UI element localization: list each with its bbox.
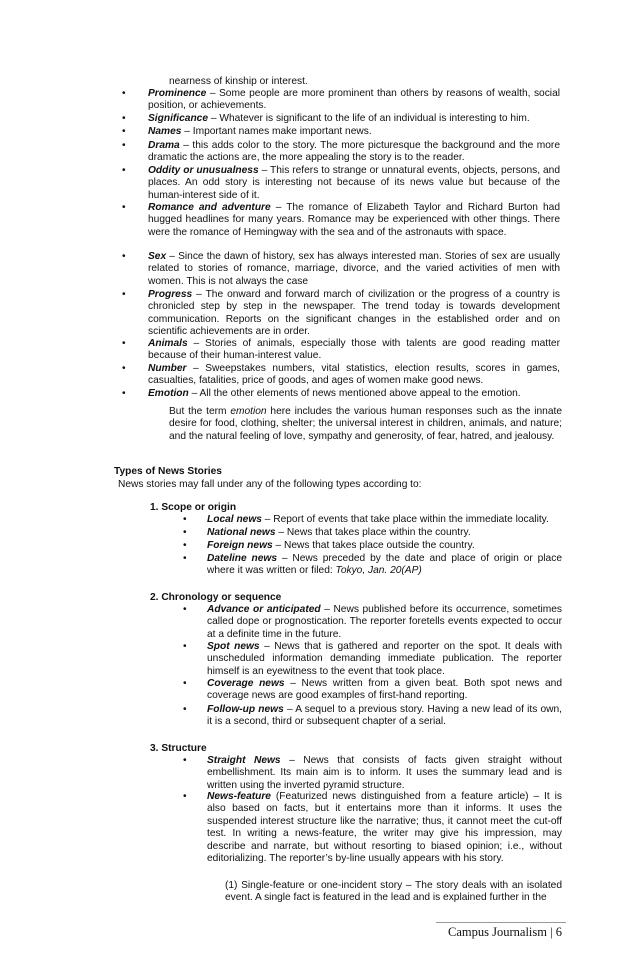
item-term: Advance or anticipated <box>207 604 321 615</box>
item-term: Drama <box>148 140 180 151</box>
bullet-icon: • <box>183 553 187 564</box>
list-item <box>122 165 560 202</box>
bullet-icon: • <box>183 791 187 802</box>
bullet-icon: • <box>122 165 126 176</box>
item-text: – News that takes place outside the country. <box>272 540 475 551</box>
bullet-icon: • <box>122 202 126 213</box>
list-item <box>183 514 562 526</box>
list-item <box>183 540 562 552</box>
item-text: – News published before its occurrence, sometimes called dope or prognostication. The reporter foretells events expected to occur at a definite time in the future. <box>207 604 563 640</box>
list-item <box>183 527 562 539</box>
item-term: Straight News <box>207 755 281 766</box>
structure-heading: 3. Structure <box>150 743 207 754</box>
item-term: National news <box>207 527 276 538</box>
item-text: – News that consists of facts given straight without embellishment. Its main aim is to inform. It uses the summary lead and is written using the inverted pyramid structure. <box>207 755 562 791</box>
list-item <box>183 791 562 865</box>
bullet-icon: • <box>122 140 126 151</box>
item-text: – The onward and forward march of civilization or the progress of a country is chronicled step by step in the newspaper. The trend today is towards development communication. Reports on the significant changes in the established order and on scientific achievements are in order. <box>148 289 560 338</box>
list-item <box>183 704 562 729</box>
item-text: (Featurized news distinguished from a feature article) – It is also based on facts, but it entertains more than it informs. It uses the suspended interest structure like the narrative; thus, it cannot meet the cut-off test. In writing a news-feature, the writer may give his impression, may describe and narrate, but without resorting to biased opinion; i.e., without editorializing. The reporter’s by-line usually appears with his story. <box>207 791 562 865</box>
list-item <box>183 604 563 641</box>
bullet-icon: • <box>122 338 126 349</box>
item-text: – Sweepstakes numbers, vital statistics, election results, scores in games, casualties, fatalities, price of goods, and ages of women make good news. <box>148 363 560 387</box>
item-term: Coverage news <box>207 678 285 689</box>
item-term: Prominence <box>148 88 207 99</box>
bullet-icon: • <box>122 251 126 262</box>
bullet-icon: • <box>122 388 126 399</box>
item-text: – this adds color to the story. The more picturesque the background and the more dramatic the actions are, the more appealing the story is to the reader. <box>148 140 560 164</box>
list-item <box>122 140 560 165</box>
list-item <box>122 113 560 125</box>
item-text: – Since the dawn of history, sex has always interested man. Stories of sex are usually related to stories of romance, marriage, divorce, and the varied activities of men with women. This is not always the case <box>148 251 560 287</box>
scope-heading: 1. Scope or origin <box>150 502 237 513</box>
types-intro: News stories may fall under any of the following types according to: <box>118 479 422 490</box>
bullet-icon: • <box>183 540 187 551</box>
item-text: – This refers to strange or unnatural events, objects, persons, and places. An odd story is interesting not because of its news value but because of the human-interest side of it. <box>148 165 560 201</box>
page-footer: Campus Journalism | 6 <box>448 925 562 939</box>
item-term: Sex <box>148 251 167 262</box>
list-item <box>183 553 562 578</box>
item-text: – All the other elements of news mentioned above appeal to the emotion. <box>188 388 521 399</box>
item-term: Follow-up news <box>207 704 284 715</box>
item-term: Romance and adventure <box>148 202 271 213</box>
item-term: Animals <box>148 338 188 349</box>
item-tail: Tokyo, Jan. 20(AP) <box>335 565 422 577</box>
list-item <box>122 202 560 239</box>
chrono-heading: 2. Chronology or sequence <box>150 592 282 603</box>
item-term: Local news <box>207 514 262 525</box>
bullet-icon: • <box>183 678 187 689</box>
list-item <box>183 641 562 678</box>
item-term: Emotion <box>148 388 189 399</box>
item-term: Oddity or unusualness <box>148 165 259 176</box>
bullet-icon: • <box>183 527 187 538</box>
bullet-icon: • <box>183 604 187 615</box>
item-term: Dateline news <box>207 553 277 564</box>
bullet-icon: • <box>122 363 126 374</box>
list-item <box>122 126 560 138</box>
item-text: – Some people are more prominent than others by reasons of wealth, social position, or achievements. <box>148 88 560 112</box>
bullet-icon: • <box>122 113 126 124</box>
list-item <box>122 251 560 288</box>
item-text: – Stories of animals, especially those with talents are good reading matter because of their human-interest value. <box>148 338 560 362</box>
list-item <box>122 88 560 113</box>
continued-text: nearness of kinship or interest. <box>169 76 308 87</box>
list-item <box>122 289 560 339</box>
item-term: Number <box>148 363 187 374</box>
bullet-icon: • <box>122 88 126 99</box>
list-item <box>122 388 560 400</box>
bullet-icon: • <box>183 755 187 766</box>
item-text: – The romance of Elizabeth Taylor and Richard Burton had hugged headlines for many years. Romance may be experienced with other things. There were the romance of Hemingway with the sea and of the astronauts with space. <box>148 202 560 238</box>
item-text: – Report of events that take place within the immediate locality. <box>261 514 549 525</box>
item-text: – Whatever is significant to the life of an individual is interesting to him. <box>208 113 530 124</box>
emotion-continuation: But the term emotion here includes the various human responses such as the innate desire for food, clothing, shelter; the universal interest in children, animals, and nature; and the natural feeling of love, sympathy and generosity, of fear, hatred, and jealousy. <box>169 406 562 442</box>
list-item <box>183 755 562 792</box>
item-text: – News written from a given beat. Both spot news and coverage news are good examples of first-hand reporting. <box>207 678 562 702</box>
item-term: Spot news <box>207 641 260 652</box>
bullet-icon: • <box>183 704 187 715</box>
bullet-icon: • <box>183 641 187 652</box>
single-feature-paragraph: (1) Single-feature or one-incident story – The story deals with an isolated event. A single fact is featured in the lead and is explained further in the <box>225 880 562 904</box>
list-item <box>183 678 562 703</box>
bullet-icon: • <box>122 289 126 300</box>
item-text: – News that takes place within the country. <box>275 527 471 538</box>
item-term: Significance <box>148 113 209 124</box>
item-text: – News preceded by the date and place of origin or place where it was written or filed: <box>207 553 562 577</box>
list-item <box>122 363 560 388</box>
item-term: Progress <box>148 289 193 300</box>
item-text: – Important names make important news. <box>181 126 372 137</box>
list-item <box>122 338 560 363</box>
bullet-icon: • <box>122 126 126 137</box>
item-text: – A sequel to a previous story. Having a new lead of its own, it is a second, third or subsequent chapter of a serial. <box>207 704 562 728</box>
item-term: Foreign news <box>207 540 273 551</box>
item-term: News-feature <box>207 791 271 802</box>
bullet-icon: • <box>183 514 187 525</box>
item-term: Names <box>148 126 182 137</box>
footer-rule <box>436 922 566 923</box>
item-text: – News that is gathered and reporter on the spot. It deals with unscheduled information demanding immediate publication. The reporter himself is an eyewitness to the event that took place. <box>207 641 562 677</box>
types-heading: Types of News Stories <box>114 466 222 477</box>
